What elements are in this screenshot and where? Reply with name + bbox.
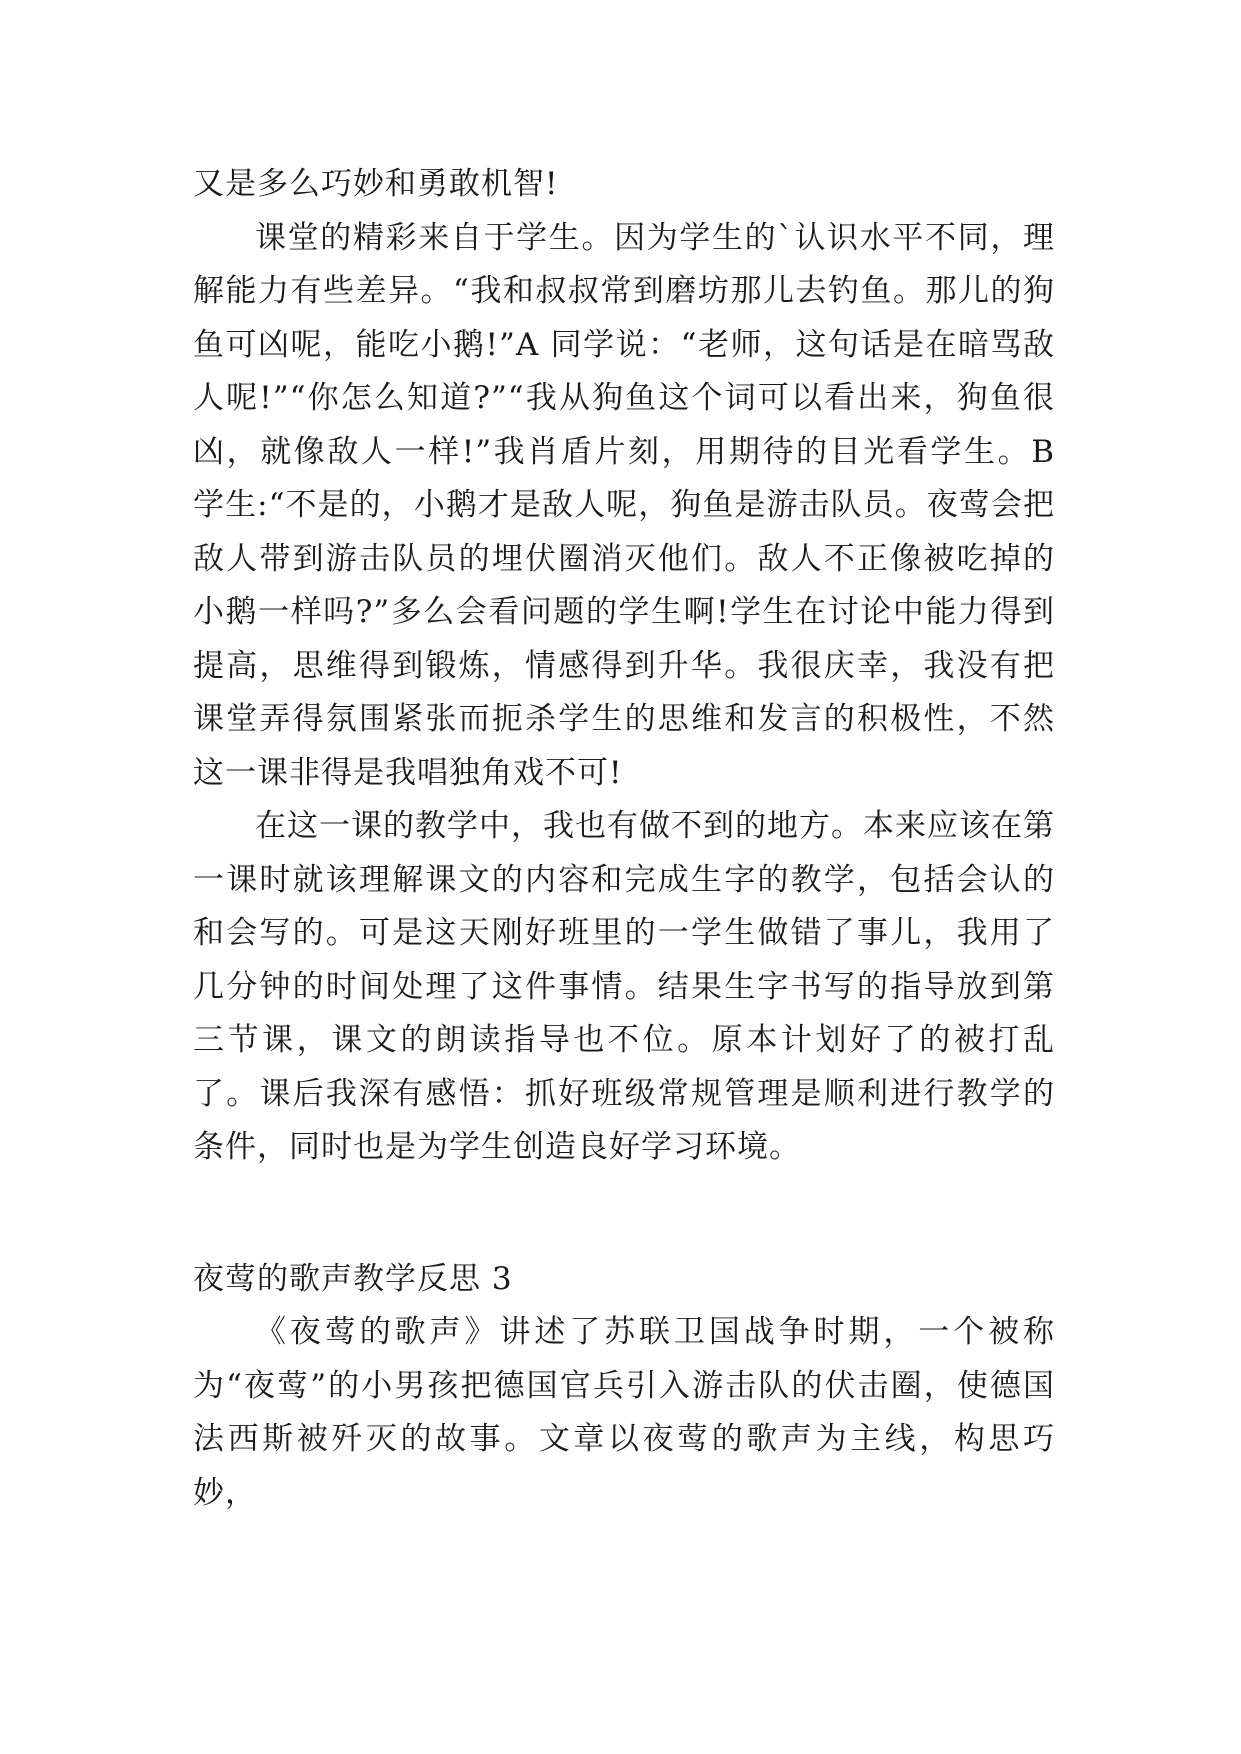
document-page [193, 158, 1055, 1520]
paragraph: 课堂的精彩来自于学生。因为学生的`认识水平不同，理解能力有些差异。“我和叔叔常到磨坊那儿去钓鱼。那儿的狗鱼可凶呢，能吃小鹅!”A 同学说：“老师，这句话是在暗骂敌人呢!”“你怎么知道?”“我从狗鱼这个词可以看出来，狗鱼很凶，就像敌人一样!”我肖盾片刻，用期待的目光看学生。B 学生:“不是的，小鹅才是敌人呢，狗鱼是游击队员。夜莺会把敌人带到游击队员的埋伏圈消灭他们。敌人不正像被吃掉的小鹅一样吗?”多么会看问题的学生啊!学生在讨论中能力得到提高，思维得到锻炼，情感得到升华。我很庆幸，我没有把课堂弄得氛围紧张而扼杀学生的思维和发言的积极性，不然这一课非得是我唱独角戏不可! [193, 219, 1055, 791]
paragraph: 《夜莺的歌声》讲述了苏联卫国战争时期，一个被称为“夜莺”的小男孩把德国官兵引入游击队的伏击圈，使德国法西斯被歼灭的故事。文章以夜莺的歌声为主线，构思巧妙， [193, 1314, 1055, 1511]
section-title: 夜莺的歌声教学反思 3 [193, 1260, 513, 1297]
paragraph: 在这一课的教学中，我也有做不到的地方。本来应该在第一课时就该理解课文的内容和完成生字的教学，包括会认的和会写的。可是这天刚好班里的一学生做错了事儿，我用了几分钟的时间处理了这件事情。结果生字书写的指导放到第三节课，课文的朗读指导也不位。原本计划好了的被打乱了。课后我深有感悟：抓好班级常规管理是顺利进行教学的条件，同时也是为学生创造良好学习环境。 [193, 808, 1055, 1165]
paragraph: 又是多么巧妙和勇敢机智! [193, 166, 559, 202]
